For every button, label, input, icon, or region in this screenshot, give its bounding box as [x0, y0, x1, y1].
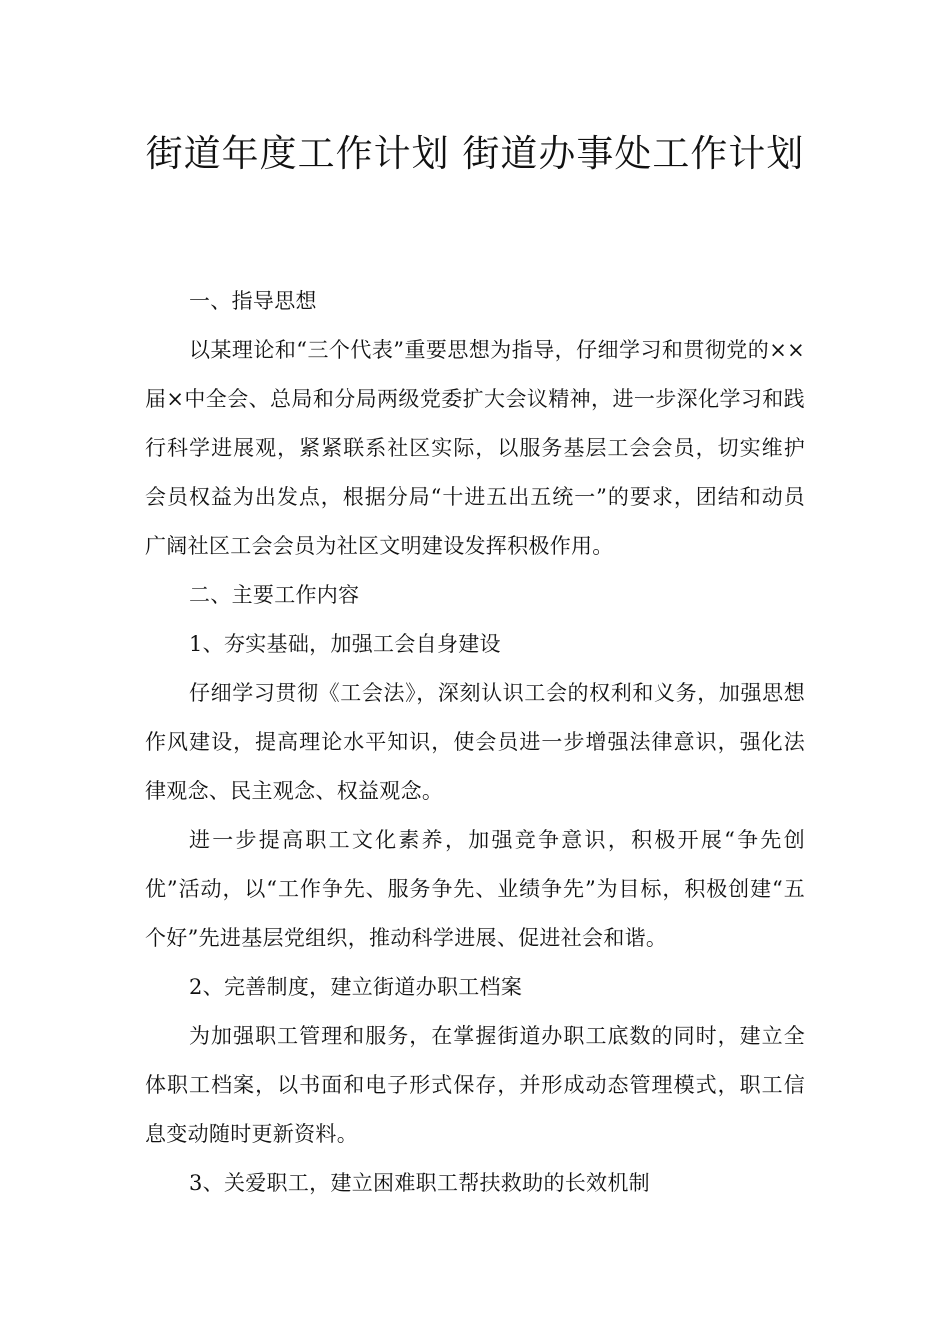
subheading-foundation: 1、夯实基础，加强工会自身建设	[189, 632, 501, 656]
subheading-staff-files: 2、完善制度，建立街道办职工档案	[189, 975, 523, 999]
paragraph-union-law: 仔细学习贯彻《工会法》，深刻认识工会的权利和义务，加强思想作风建设，提高理论水平知识，使会员进一步增强法律意识，强化法律观念、民主观念、权益观念。	[145, 681, 805, 803]
paragraph-guiding-ideology: 以某理论和“三个代表”重要思想为指导，仔细学习和贯彻党的××届×中全会、总局和分局两级党委扩大会议精神，进一步深化学习和践行科学进展观，紧紧联系社区实际，以服务基层工会会员，切实维护会员权益为出发点，根据分局“十进五出五统一”的要求，团结和动员广阔社区工会会员为社区文明建设发挥积极作用。	[145, 338, 805, 558]
paragraph-cultural-quality: 进一步提高职工文化素养，加强竞争意识，积极开展“争先创优”活动，以“工作争先、服务争先、业绩争先”为目标，积极创建“五个好”先进基层党组织，推动科学进展、促进社会和谐。	[145, 828, 805, 950]
paragraph-staff-files: 为加强职工管理和服务，在掌握街道办职工底数的同时，建立全体职工档案，以书面和电子形式保存，并形成动态管理模式，职工信息变动随时更新资料。	[145, 1024, 805, 1146]
section-heading-guiding-ideology: 一、指导思想	[189, 289, 317, 313]
document-body	[145, 277, 805, 1208]
section-heading-main-work: 二、主要工作内容	[189, 583, 360, 607]
subheading-care-staff: 3、关爱职工，建立困难职工帮扶救助的长效机制	[189, 1171, 650, 1195]
document-title: 街道年度工作计划 街道办事处工作计划	[145, 132, 805, 175]
